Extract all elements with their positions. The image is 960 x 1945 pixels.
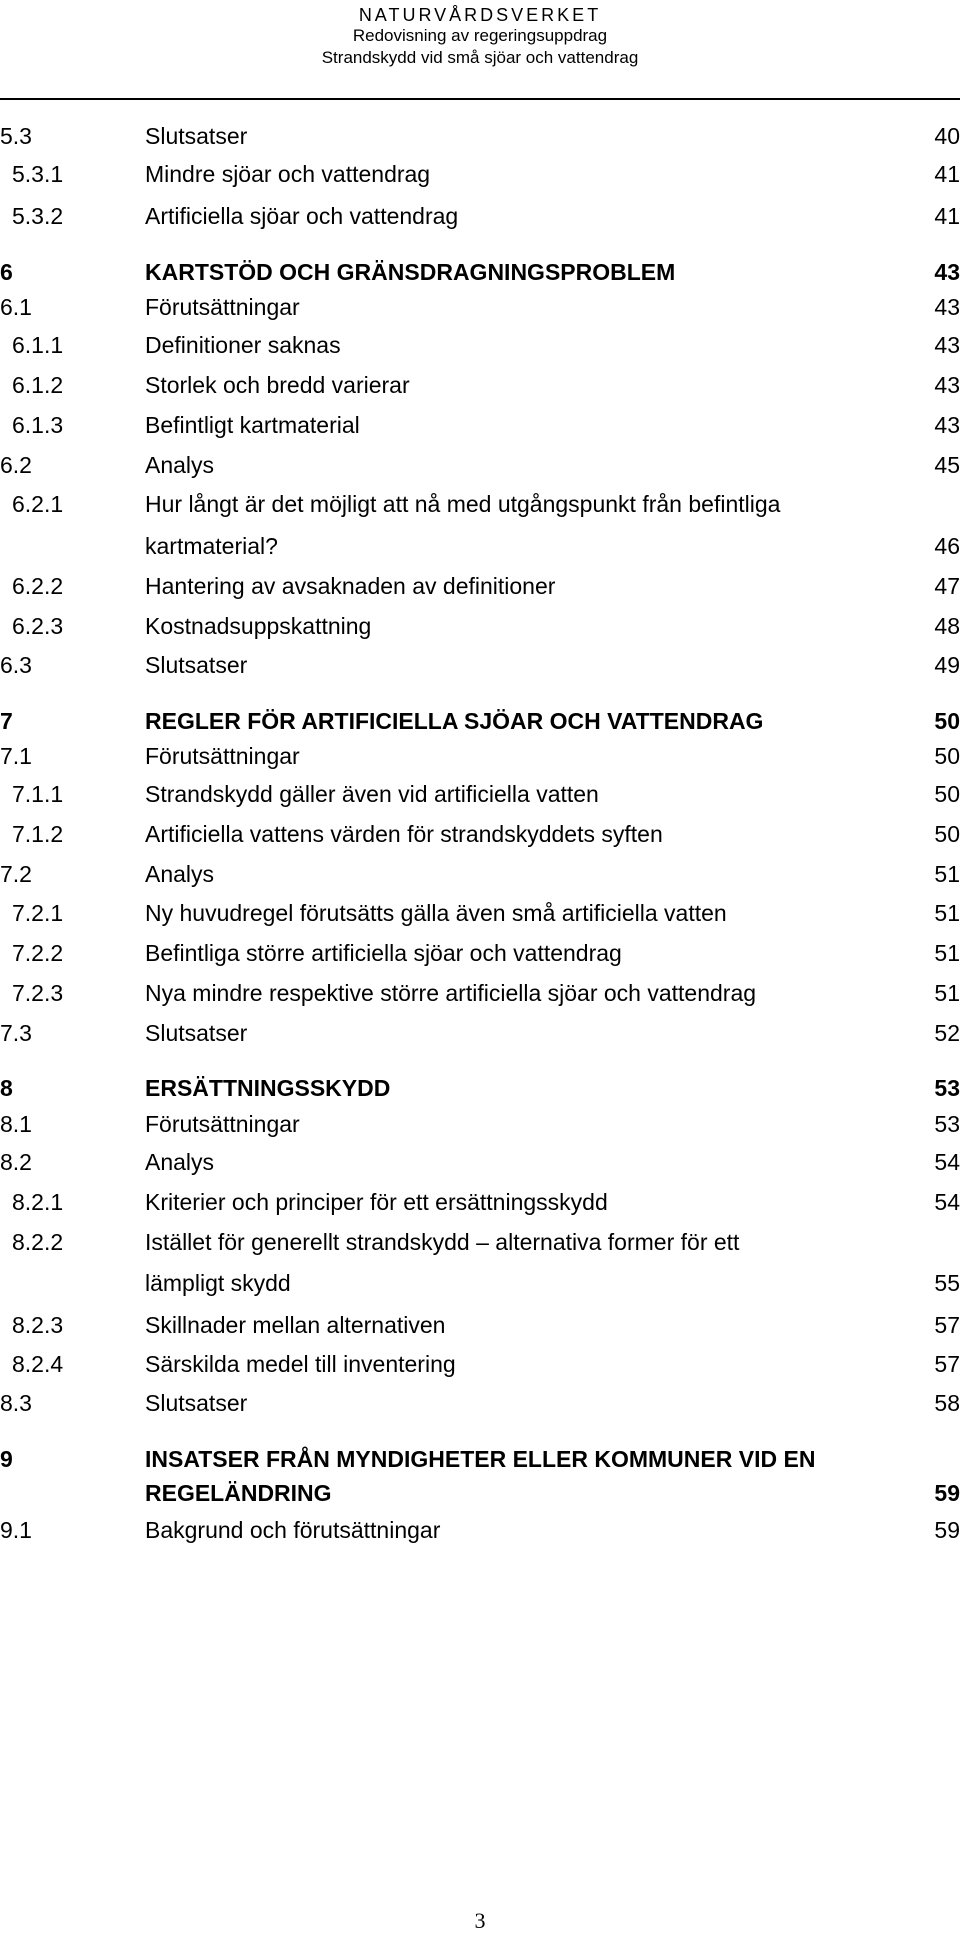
toc-number: 6 (0, 259, 13, 285)
toc-title: Artificiella sjöar och vattendrag (145, 203, 459, 229)
toc-page-number: 49 (934, 652, 960, 678)
toc-page-number: 54 (934, 1189, 960, 1215)
toc-number: 6.2 (0, 452, 32, 478)
toc-number: 7.1.1 (12, 781, 64, 807)
toc-number: 8.2.4 (12, 1351, 64, 1377)
toc-number: 6.1.1 (12, 332, 64, 358)
toc-page-number: 53 (934, 1075, 960, 1101)
toc-title: Hantering av avsaknaden av definitioner (145, 573, 556, 599)
toc-title: Slutsatser (145, 123, 248, 149)
toc-title: Ny huvudregel förutsätts gälla även små artificiella vatten (145, 900, 727, 926)
toc-title: Slutsatser (145, 652, 248, 678)
toc-entry (0, 1516, 960, 1544)
toc-page-number: 40 (934, 123, 960, 149)
toc-title-continuation: REGELÄNDRING (145, 1480, 332, 1506)
toc-number: 5.3.2 (12, 203, 64, 229)
toc-number: 7.2.2 (12, 940, 64, 966)
toc-title: Hur långt är det möjligt att nå med utgångspunkt från befintliga (145, 491, 781, 517)
toc-number: 7.1.2 (12, 821, 64, 847)
toc-title-continuation: kartmaterial? (145, 533, 278, 559)
toc-number: 6.3 (0, 652, 32, 678)
toc-chapter-entry (0, 258, 960, 286)
toc-entry (0, 1311, 960, 1339)
toc-title: Artificiella vattens värden för strandskyddets syften (145, 821, 663, 847)
toc-chapter-entry (0, 1074, 960, 1102)
toc-page-number: 51 (934, 980, 960, 1006)
toc-title: Kriterier och principer för ett ersättningsskydd (145, 1189, 608, 1215)
toc-entry (0, 1110, 960, 1138)
toc-page-number: 43 (934, 259, 960, 285)
toc-entry (0, 202, 960, 230)
toc-title: Slutsatser (145, 1020, 248, 1046)
toc-page-number: 43 (934, 294, 960, 320)
toc-title: Analys (145, 1149, 215, 1175)
agency-name: NATURVÅRDSVERKET (358, 5, 602, 25)
toc-page-number: 55 (934, 1270, 960, 1296)
toc-number: 6.2.2 (12, 573, 64, 599)
toc-entry (0, 860, 960, 888)
toc-page-number: 46 (934, 533, 960, 559)
toc-number: 7.3 (0, 1020, 32, 1046)
toc-title: Slutsatser (145, 1390, 248, 1416)
toc-title: Definitioner saknas (145, 332, 341, 358)
toc-page-number: 57 (934, 1351, 960, 1377)
toc-page-number: 51 (934, 900, 960, 926)
toc-title: Befintligt kartmaterial (145, 412, 360, 438)
toc-entry (0, 742, 960, 770)
toc-entry (0, 293, 960, 321)
toc-entry (0, 490, 960, 559)
toc-page-number: 43 (934, 372, 960, 398)
toc-page-number: 47 (934, 573, 960, 599)
toc-page-number: 59 (934, 1517, 960, 1543)
toc-title: KARTSTÖD OCH GRÄNSDRAGNINGSPROBLEM (145, 259, 676, 285)
toc-title: Analys (145, 861, 215, 887)
toc-title: Förutsättningar (145, 294, 300, 320)
toc-entry (0, 939, 960, 967)
toc-number: 7.2.1 (12, 900, 64, 926)
toc-number: 8 (0, 1075, 13, 1101)
toc-entry (0, 1188, 960, 1216)
toc-entry (0, 899, 960, 927)
toc-title: Mindre sjöar och vattendrag (145, 161, 431, 187)
toc-page-number: 57 (934, 1312, 960, 1338)
toc-page-number: 54 (934, 1149, 960, 1175)
toc-entry (0, 651, 960, 679)
toc-chapter-entry (0, 1445, 960, 1506)
toc-chapter-entry (0, 707, 960, 735)
toc-page-number: 41 (934, 203, 960, 229)
toc-number: 8.2.3 (12, 1312, 64, 1338)
toc-number: 8.2.2 (12, 1229, 64, 1255)
toc-entry (0, 1389, 960, 1417)
toc-entry (0, 1019, 960, 1047)
toc-number: 8.2 (0, 1149, 32, 1175)
toc-entry (0, 371, 960, 399)
toc-title: Befintliga större artificiella sjöar och vattendrag (145, 940, 622, 966)
toc-page-number: 52 (934, 1020, 960, 1046)
toc-page-number: 51 (934, 940, 960, 966)
toc-number: 6.2.3 (12, 613, 64, 639)
toc-page-number: 53 (934, 1111, 960, 1137)
toc-entry (0, 1148, 960, 1176)
toc-title: Förutsättningar (145, 743, 300, 769)
toc-entry (0, 122, 960, 150)
toc-title: Istället för generellt strandskydd – alternativa former för ett (145, 1229, 740, 1255)
toc-entry (0, 612, 960, 640)
toc-page-number: 50 (934, 821, 960, 847)
toc-number: 6.1.3 (12, 412, 64, 438)
toc-entry (0, 979, 960, 1007)
toc-page-number: 58 (934, 1390, 960, 1416)
toc-title: Bakgrund och förutsättningar (145, 1517, 441, 1543)
toc-title: Analys (145, 452, 215, 478)
report-title: Strandskydd vid små sjöar och vattendrag (321, 48, 639, 67)
toc-number: 8.1 (0, 1111, 32, 1137)
toc-page-number: 43 (934, 412, 960, 438)
toc-page-number: 45 (934, 452, 960, 478)
toc-number: 7 (0, 708, 13, 734)
toc-entry (0, 572, 960, 600)
toc-title: Strandskydd gäller även vid artificiella vatten (145, 781, 599, 807)
toc-title: ERSÄTTNINGSSKYDD (145, 1075, 391, 1101)
toc-page-number: 50 (934, 743, 960, 769)
toc-title: Förutsättningar (145, 1111, 300, 1137)
toc-number: 5.3.1 (12, 161, 64, 187)
toc-entry (0, 451, 960, 479)
toc-number: 9.1 (0, 1517, 32, 1543)
toc-title: INSATSER FRÅN MYNDIGHETER ELLER KOMMUNER VID EN (145, 1446, 816, 1472)
toc-title: Kostnadsuppskattning (145, 613, 372, 639)
page-number: 3 (474, 1908, 486, 1933)
toc-number: 6.1 (0, 294, 32, 320)
toc-title: REGLER FÖR ARTIFICIELLA SJÖAR OCH VATTENDRAG (145, 708, 764, 734)
toc-number: 6.2.1 (12, 491, 64, 517)
report-type: Redovisning av regeringsuppdrag (352, 26, 608, 45)
toc-title: Särskilda medel till inventering (145, 1351, 456, 1377)
toc-page-number: 41 (934, 161, 960, 187)
toc-number: 9 (0, 1446, 13, 1472)
toc-number: 7.2 (0, 861, 32, 887)
toc-page-number: 51 (934, 861, 960, 887)
toc-entry (0, 160, 960, 188)
toc-entry (0, 780, 960, 808)
toc-number: 8.3 (0, 1390, 32, 1416)
toc-title: Nya mindre respektive större artificiella sjöar och vattendrag (145, 980, 757, 1006)
toc-page-number: 50 (934, 708, 960, 734)
toc-number: 7.1 (0, 743, 32, 769)
toc-title: Skillnader mellan alternativen (145, 1312, 446, 1338)
toc-number: 5.3 (0, 123, 32, 149)
toc-title: Storlek och bredd varierar (145, 372, 410, 398)
toc-entry (0, 411, 960, 439)
toc-number: 6.1.2 (12, 372, 64, 398)
toc-number: 7.2.3 (12, 980, 64, 1006)
toc-page-number: 59 (934, 1480, 960, 1506)
toc-entry (0, 331, 960, 359)
toc-entry (0, 820, 960, 848)
toc-title-continuation: lämpligt skydd (145, 1270, 291, 1296)
toc-page-number: 50 (934, 781, 960, 807)
toc-page-number: 48 (934, 613, 960, 639)
header-rule (0, 98, 960, 100)
toc-entry (0, 1350, 960, 1378)
toc-entry (0, 1228, 960, 1296)
toc-number: 8.2.1 (12, 1189, 64, 1215)
toc-page-number: 43 (934, 332, 960, 358)
